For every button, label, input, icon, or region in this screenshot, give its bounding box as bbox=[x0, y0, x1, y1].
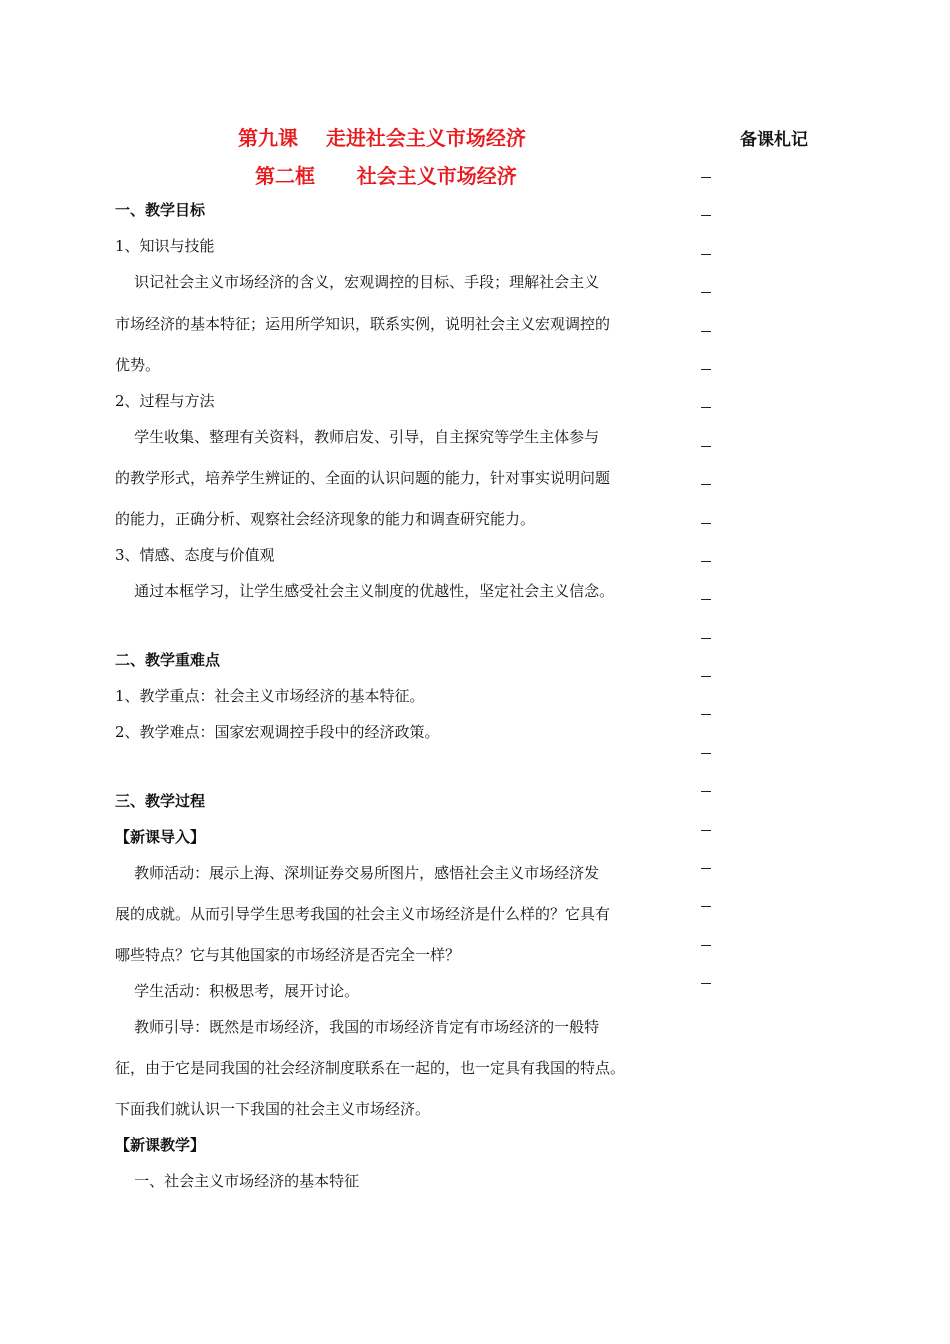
notes-dash bbox=[701, 321, 713, 359]
section-heading: 一、教学目标 bbox=[115, 201, 206, 219]
notes-dash bbox=[701, 397, 713, 435]
body-line: 优势。 bbox=[115, 356, 161, 374]
subsection-heading: 2、过程与方法 bbox=[115, 392, 215, 410]
notes-dash bbox=[701, 781, 713, 819]
section-heading: 二、教学重难点 bbox=[115, 651, 221, 669]
body-line: 展的成就。从而引导学生思考我国的社会主义市场经济是什么样的？它具有 bbox=[115, 905, 611, 923]
notes-dash bbox=[701, 359, 713, 397]
notes-dash bbox=[701, 513, 713, 551]
body-line: 的能力，正确分析、观察社会经济现象的能力和调查研究能力。 bbox=[115, 510, 536, 528]
body-line: 通过本框学习，让学生感受社会主义制度的优越性，坚定社会主义信念。 bbox=[115, 582, 615, 600]
body-line: 市场经济的基本特征；运用所学知识，联系实例，说明社会主义宏观调控的 bbox=[115, 315, 611, 333]
notes-dash bbox=[701, 896, 713, 934]
notes-dash bbox=[701, 167, 713, 205]
notes-dash bbox=[701, 282, 713, 320]
notes-dash bbox=[701, 743, 713, 781]
body-line: 学生收集、整理有关资料，教师启发、引导，自主探究等学生主体参与 bbox=[115, 428, 600, 446]
body-line: 2、教学难点：国家宏观调控手段中的经济政策。 bbox=[115, 723, 440, 741]
notes-dash bbox=[701, 858, 713, 896]
notes-dash bbox=[701, 551, 713, 589]
body-line: 教师引导：既然是市场经济，我国的市场经济肯定有市场经济的一般特 bbox=[115, 1018, 600, 1036]
notes-dash bbox=[701, 474, 713, 512]
body-line: 识记社会主义市场经济的含义，宏观调控的目标、手段；理解社会主义 bbox=[115, 273, 600, 291]
subsection-heading: 3、情感、态度与价值观 bbox=[115, 546, 275, 564]
body-line: 1、教学重点：社会主义市场经济的基本特征。 bbox=[115, 687, 425, 705]
notes-dash bbox=[701, 704, 713, 742]
subsection-heading: 【新课导入】 bbox=[115, 828, 206, 846]
notes-dash bbox=[701, 973, 713, 1011]
body-line: 一、社会主义市场经济的基本特征 bbox=[115, 1172, 360, 1190]
notes-dash bbox=[701, 436, 713, 474]
body-line: 教师活动：展示上海、深圳证券交易所图片，感悟社会主义市场经济发 bbox=[115, 864, 600, 882]
subsection-heading: 【新课教学】 bbox=[115, 1136, 206, 1154]
notes-column-title: 备课札记 bbox=[740, 130, 808, 150]
body-line: 下面我们就认识一下我国的社会主义市场经济。 bbox=[115, 1100, 431, 1118]
body-line: 哪些特点？它与其他国家的市场经济是否完全一样？ bbox=[115, 946, 461, 964]
section-heading: 三、教学过程 bbox=[115, 792, 206, 810]
notes-dash bbox=[701, 244, 713, 282]
body-line: 学生活动：积极思考，展开讨论。 bbox=[115, 982, 360, 1000]
notes-dash bbox=[701, 820, 713, 858]
body-line: 征，由于它是同我国的社会经济制度联系在一起的，也一定具有我国的特点。 bbox=[115, 1059, 626, 1077]
notes-dash bbox=[701, 205, 713, 243]
notes-dash bbox=[701, 589, 713, 627]
notes-dash bbox=[701, 666, 713, 704]
notes-dash bbox=[701, 628, 713, 666]
lesson-subtitle: 第二框 社会主义市场经济 bbox=[255, 164, 517, 188]
lesson-title: 第九课 走进社会主义市场经济 bbox=[238, 126, 526, 150]
subsection-heading: 1、知识与技能 bbox=[115, 237, 215, 255]
body-line: 的教学形式，培养学生辨证的、全面的认识问题的能力，针对事实说明问题 bbox=[115, 469, 611, 487]
notes-dash bbox=[701, 935, 713, 973]
notes-dash-column bbox=[701, 167, 713, 1012]
